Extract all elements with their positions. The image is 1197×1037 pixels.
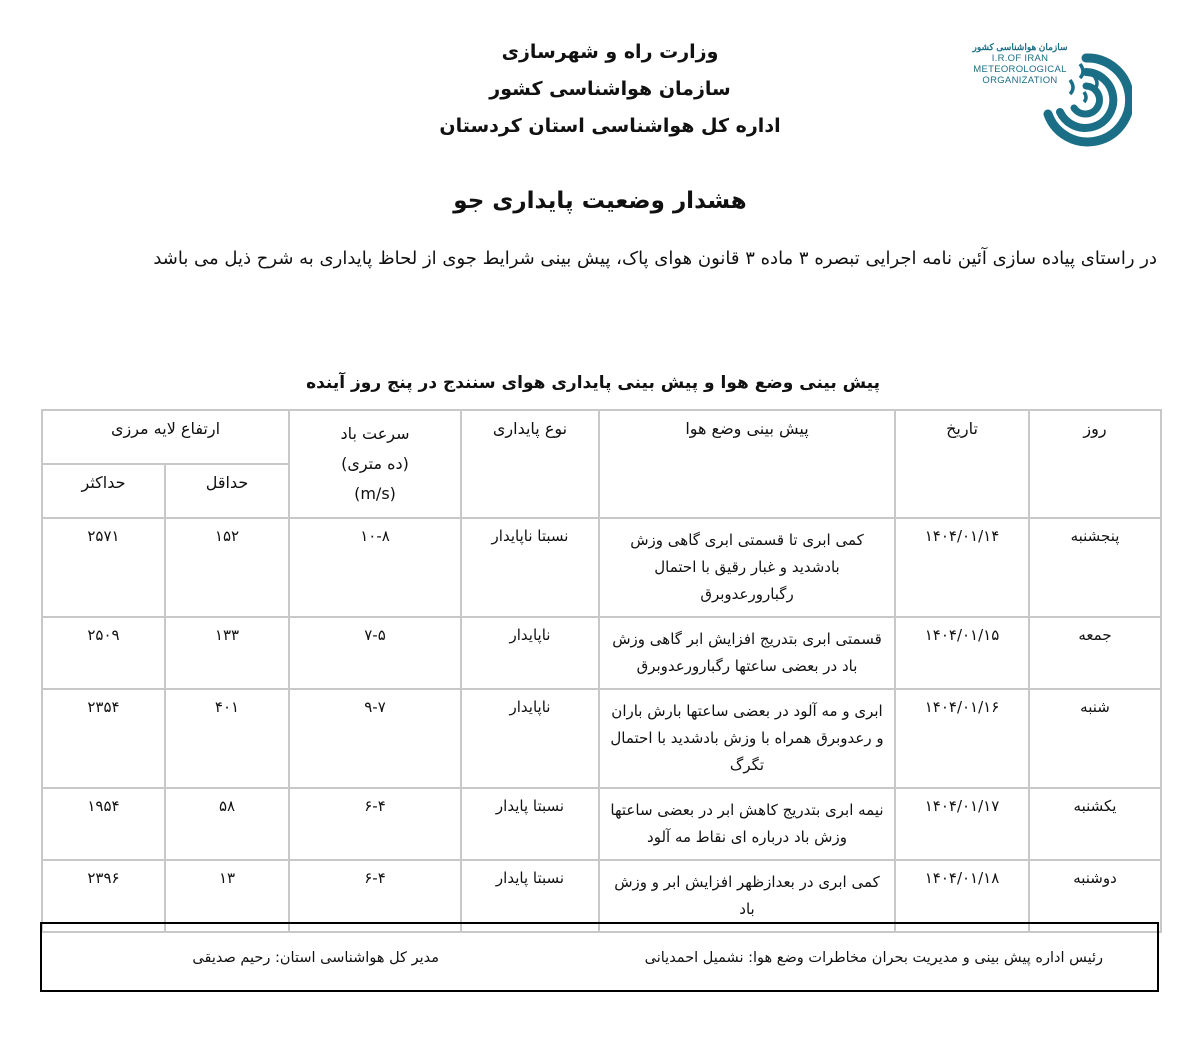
logo-english-line-3: ORGANIZATION	[982, 75, 1058, 86]
header-wind-speed	[289, 410, 461, 518]
cell-min: ۴۰۱	[165, 689, 289, 788]
intro-paragraph: در راستای پیاده سازی آئین نامه اجرایی تبصره ۳ ماده ۳ قانون هوای پاک، پیش بینی شرایط جوی از لحاظ پایداری به شرح ذیل می باشد	[153, 248, 1157, 269]
signature-box	[40, 922, 1159, 992]
cell-min: ۱۵۲	[165, 518, 289, 617]
cell-day: دوشنبه	[1029, 860, 1161, 932]
cell-wind: ۶-۴	[289, 788, 461, 860]
cell-stability: ناپایدار	[461, 689, 599, 788]
cell-stability: نسبتا پایدار	[461, 788, 599, 860]
table-row	[42, 788, 1161, 860]
cell-date: ۱۴۰۴/۰۱/۱۷	[895, 788, 1029, 860]
table-row	[42, 617, 1161, 689]
cell-day: شنبه	[1029, 689, 1161, 788]
provincial-office-name: اداره کل هواشناسی استان کردستان	[439, 115, 781, 137]
header-max: حداکثر	[42, 464, 165, 518]
header-day: روز	[1029, 410, 1161, 518]
table-row	[42, 518, 1161, 617]
logo-english-line-2: METEOROLOGICAL	[973, 64, 1067, 75]
cell-weather: نیمه ابری بتدریج کاهش ابر در بعضی ساعتها وزش باد درباره ای نقاط مه آلود	[599, 788, 895, 860]
cell-max: ۱۹۵۴	[42, 788, 165, 860]
header-min: حداقل	[165, 464, 289, 518]
document-title: هشدار وضعیت پایداری جو	[453, 188, 747, 214]
director-signature: مدیر کل هواشناسی استان: رحیم صدیقی	[192, 950, 439, 966]
cell-day: پنجشنبه	[1029, 518, 1161, 617]
header-wind-line-2: (ده متری)	[341, 454, 409, 473]
header-wind-line-1: سرعت باد	[340, 424, 410, 443]
cell-max: ۲۳۵۴	[42, 689, 165, 788]
cell-max: ۲۵۰۹	[42, 617, 165, 689]
ministry-name: وزارت راه و شهرسازی	[501, 41, 719, 63]
cell-stability: نسبتا ناپایدار	[461, 518, 599, 617]
cell-day: جمعه	[1029, 617, 1161, 689]
cell-stability: نسبتا پایدار	[461, 860, 599, 932]
cell-weather: کمی ابری تا قسمتی ابری گاهی وزش بادشدید و غبار رقیق با احتمال رگبارورعدوبرق	[599, 518, 895, 617]
cell-date: ۱۴۰۴/۰۱/۱۵	[895, 617, 1029, 689]
logo-persian-text: سازمان هواشناسی کشور	[972, 42, 1068, 52]
cell-wind: ۹-۷	[289, 689, 461, 788]
cell-weather: ابری و مه آلود در بعضی ساعتها بارش باران و رعدوبرق همراه با وزش بادشدید با احتمال تگرگ	[599, 689, 895, 788]
meteorological-organization-logo	[968, 38, 1138, 158]
table-title: پیش بینی وضع هوا و پیش بینی پایداری هوای سنندج در پنج روز آینده	[306, 373, 880, 393]
cell-date: ۱۴۰۴/۰۱/۱۸	[895, 860, 1029, 932]
header-date: تاریخ	[895, 410, 1029, 518]
cell-wind: ۷-۵	[289, 617, 461, 689]
header-wind-line-3: (m/s)	[354, 484, 396, 503]
cell-min: ۵۸	[165, 788, 289, 860]
header-stability: نوع پایداری	[461, 410, 599, 518]
cell-wind: ۱۰-۸	[289, 518, 461, 617]
logo-english-line-1: I.R.OF IRAN	[991, 53, 1049, 64]
cell-date: ۱۴۰۴/۰۱/۱۴	[895, 518, 1029, 617]
forecast-head-signature: رئیس اداره پیش بینی و مدیریت بحران مخاطرات وضع هوا: نشمیل احمدیانی	[644, 950, 1103, 966]
forecast-table	[41, 409, 1162, 933]
cell-weather: قسمتی ابری بتدریج افزایش ابر گاهی وزش باد در بعضی ساعتها رگبارورعدوبرق	[599, 617, 895, 689]
header-weather: پیش بینی وضع هوا	[599, 410, 895, 518]
cell-stability: ناپایدار	[461, 617, 599, 689]
logo-emblem-icon	[1040, 40, 1132, 156]
cell-weather: کمی ابری در بعدازظهر افزایش ابر و وزش باد	[599, 860, 895, 932]
cell-wind: ۶-۴	[289, 860, 461, 932]
cell-min: ۱۳	[165, 860, 289, 932]
table-row	[42, 689, 1161, 788]
cell-date: ۱۴۰۴/۰۱/۱۶	[895, 689, 1029, 788]
table-header-row	[42, 410, 1161, 464]
cell-min: ۱۳۳	[165, 617, 289, 689]
header-boundary-layer: ارتفاع لایه مرزی	[42, 410, 289, 464]
organization-header	[380, 34, 840, 145]
organization-name: سازمان هواشناسی کشور	[489, 78, 731, 100]
cell-day: یکشنبه	[1029, 788, 1161, 860]
cell-max: ۲۵۷۱	[42, 518, 165, 617]
cell-max: ۲۳۹۶	[42, 860, 165, 932]
